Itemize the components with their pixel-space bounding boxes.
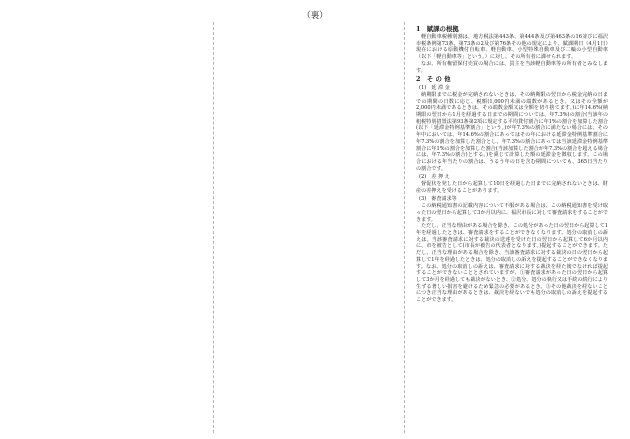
paragraph: 督促状を発した日から起算して10日を経過した日までに完納されないときは、財産の差押えを受けることがあります。 [416, 181, 608, 194]
paragraph: この納税通知書の記載内容について不服がある場合は、この納税通知書を受け取った日の翌日から起算して3か月以内に、福沢市長に対して審査請求をすることができます。 [416, 203, 608, 223]
section-heading-basis: 1 賦課の根拠 [416, 25, 459, 33]
page-title: （裏） [302, 11, 328, 21]
notice-text-column [416, 24, 608, 304]
subsection-heading-appeal: (3) 審査請求等 [419, 196, 457, 203]
section-heading-other: 2 そ の 他 [416, 75, 451, 84]
paragraph: ただし、正当な理由がある場合を除き、この処分があった日の翌日から起算して1年を経過したときは、審査請求をすることができなくなります。処分の取消しの訴えは、当該審査請求に対する裁決の送達を受けた日の翌日から起算して6か月以内に、市を被告として(市長が被告の代表者となります。)提起することができます。ただし、正当な理由がある場合を除き、当該審査請求に対する裁決の日の翌日から起算して1年を経過したときは、処分の取消しの訴えを提起することができなくなります。なお、処分の取消しの訴えは、審査請求に対する裁決を経た後でなければ提起することができないこととされていますが、①審査請求があった日の翌日から起算して3か月を経過しても裁決がないとき、②処分、処分の執行又は手続の続行により生ずる著しい損害を避けるため緊急の必要があるとき、③その他裁決を経ないことにつき正当な理由があるときは、裁決を経ないでも処分の取消しの訴えを提起することができます。 [416, 223, 608, 304]
fold-line-left [213, 22, 214, 433]
paragraph: 納期限までに税金が完納されないときは、その納期限の翌日から税金完納の日までの期間の日数に応じ、税額(1,000円未満の端数があるとき、又はその全額が2,000円未満であるときは、その端数金額又は全額を切り捨てます。)に年14.6%(納期限の翌日から1月を経過する日までの期間については、年7.3%)の割合(当該年の租税特別措置法第93条第2項に規定する平均貸付割合に年1%の割合を加算した割合(以下「延滞金特例基準割合」という。)が年7.3%の割合に満たない場合には、その年中においては、年14.6%の割合にあってはその年における延滞金特例基準割合に年7.3%の割合を加算した割合とし、年7.3%の割合にあっては当該延滞金特例基準割合に年1%の割合を加算した割合(当該加算した割合が年7.3%の割合を超える場合には、年7.3%の割合)とする。)を乗じて計算した額の延滞金を徴収します。この場合における年当たりの割合は、うるう年の日を含む期間についても、365日当たりの割合です。 [416, 91, 608, 172]
fold-line-right [404, 22, 405, 433]
subsection-heading-seizure: (2) 差 押 え [419, 174, 450, 181]
paragraph: なお、所有権留保付売買の場合には、買主を当該軽自動車等の所有者とみなします。 [416, 60, 608, 74]
paragraph: 軽自動車税種別割は、地方税法第443条、第444条及び第463条の16並びに福沢市税条例第73条、第73条の2及び第76条その他の規定により、賦課期日（4月1日）現在における原動機付自転車、軽自動車、小型特殊自動車及び二輪の小型自動車（以下「軽自動車等」という。）に対し、その所有者に課せられます。 [416, 34, 608, 61]
subsection-heading-late-fee: (1) 延 滞 金 [419, 85, 450, 92]
